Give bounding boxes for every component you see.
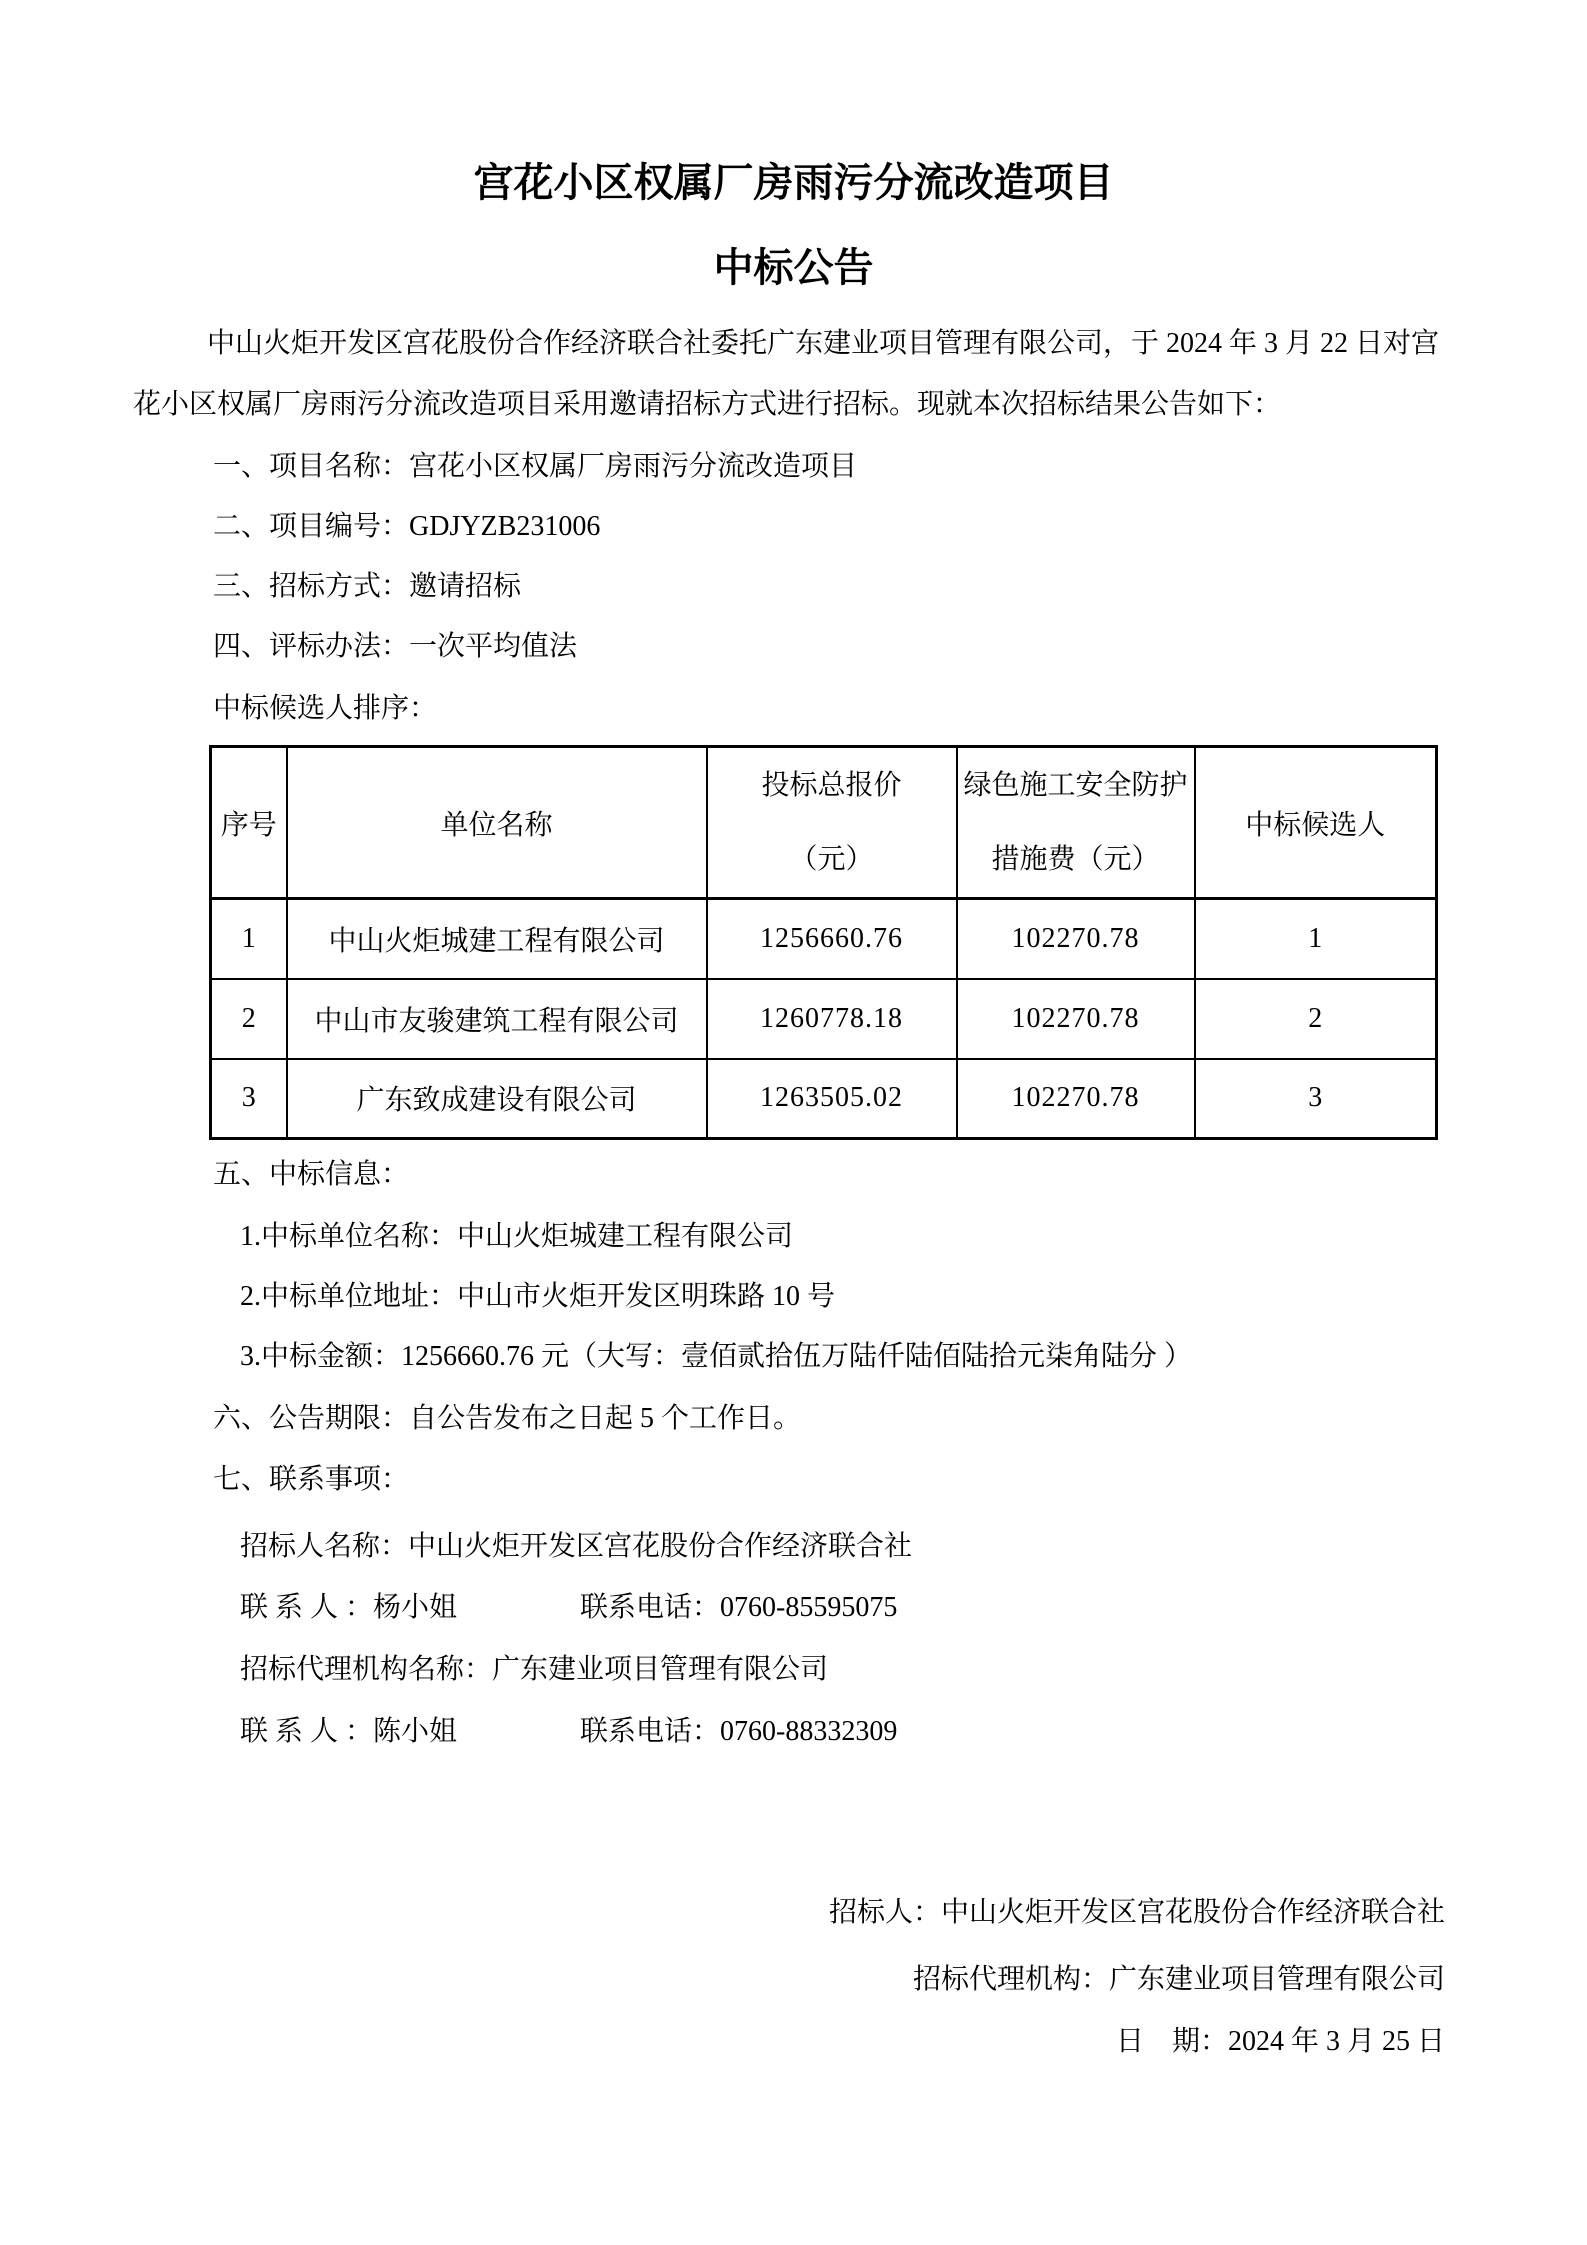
notice-period: 六、公告期限：自公告发布之日起 5 个工作日。 — [213, 1403, 802, 1434]
intro-paragraph-line2: 花小区权属厂房雨污分流改造项目采用邀请招标方式进行招标。现就本次招标结果公告如下： — [133, 389, 1282, 420]
table-header-row — [211, 747, 1437, 899]
contact-section-heading: 七、联系事项： — [213, 1464, 410, 1495]
cell-bid-total: 1263505.02 — [707, 1059, 957, 1139]
cell-rank: 3 — [1195, 1059, 1437, 1139]
contact-person-1: 联 系 人 ：杨小姐 — [240, 1592, 458, 1623]
header-safety-fee-line1: 绿色施工安全防护 — [963, 769, 1188, 801]
contact-person-2: 联 系 人 ：陈小姐 — [240, 1716, 458, 1747]
cell-bid-total: 1256660.76 — [707, 899, 957, 979]
header-safety-fee — [957, 747, 1195, 899]
header-bid-total-line1: 投标总报价 — [761, 769, 902, 801]
cell-bid-total: 1260778.18 — [707, 979, 957, 1059]
contact-phone-1: 联系电话：0760-85595075 — [580, 1592, 898, 1623]
award-winner-amount: 3.中标金额：1256660.76 元（大写：壹佰贰拾伍万陆仟陆佰陆拾元柒角陆分 ） — [240, 1341, 1193, 1372]
list-item-tender-method: 三、招标方式：邀请招标 — [213, 571, 522, 602]
table-row — [211, 979, 1437, 1059]
contact-line-2 — [240, 1716, 898, 1748]
header-rank-label: 中标候选人 — [1245, 809, 1386, 841]
award-info-heading: 五、中标信息： — [213, 1159, 410, 1190]
list-item-project-name: 一、项目名称：宫花小区权属厂房雨污分流改造项目 — [213, 451, 858, 482]
header-safety-fee-line2: 措施费（元） — [991, 843, 1160, 875]
ranking-label: 中标候选人排序： — [213, 693, 438, 724]
header-rank — [1195, 747, 1437, 899]
contact-line-1 — [240, 1592, 898, 1624]
cell-company: 中山火炬城建工程有限公司 — [287, 899, 707, 979]
bid-candidates-table — [209, 745, 1438, 1140]
header-seq-label: 序号 — [220, 809, 277, 841]
header-bid-total-line2: （元） — [789, 843, 874, 875]
award-winner-name: 1.中标单位名称：中山火炬城建工程有限公司 — [240, 1221, 794, 1252]
cell-rank: 2 — [1195, 979, 1437, 1059]
cell-company: 中山市友骏建筑工程有限公司 — [287, 979, 707, 1059]
cell-seq: 1 — [211, 899, 287, 979]
contact-phone-2: 联系电话：0760-88332309 — [580, 1716, 898, 1747]
document-subtitle: 中标公告 — [713, 245, 874, 290]
tenderer-name-line: 招标人名称：中山火炬开发区宫花股份合作经济联合社 — [240, 1531, 913, 1562]
signature-agency: 招标代理机构：广东建业项目管理有限公司 — [912, 1964, 1445, 1995]
award-winner-address: 2.中标单位地址：中山市火炬开发区明珠路 10 号 — [240, 1281, 836, 1312]
table-row — [211, 1059, 1437, 1139]
intro-paragraph-line1: 中山火炬开发区宫花股份合作经济联合社委托广东建业项目管理有限公司，于 2024 年 3 月 22 日对宫 — [207, 328, 1440, 359]
cell-company: 广东致成建设有限公司 — [287, 1059, 707, 1139]
header-company — [287, 747, 707, 899]
header-seq — [211, 747, 287, 899]
header-bid-total — [707, 747, 957, 899]
cell-safety-fee: 102270.78 — [957, 1059, 1195, 1139]
cell-safety-fee: 102270.78 — [957, 979, 1195, 1059]
table-row — [211, 899, 1437, 979]
cell-seq: 2 — [211, 979, 287, 1059]
header-company-label: 单位名称 — [440, 809, 553, 841]
signature-tenderer: 招标人：中山火炬开发区宫花股份合作经济联合社 — [828, 1897, 1445, 1928]
cell-seq: 3 — [211, 1059, 287, 1139]
signature-date: 日 期：2024 年 3 月 25 日 — [1115, 2026, 1445, 2057]
cell-rank: 1 — [1195, 899, 1437, 979]
list-item-evaluation-method: 四、评标办法：一次平均值法 — [213, 631, 578, 662]
document-title: 宫花小区权属厂房雨污分流改造项目 — [473, 160, 1114, 205]
list-item-project-number: 二、项目编号：GDJYZB231006 — [213, 511, 601, 542]
agency-name-line: 招标代理机构名称：广东建业项目管理有限公司 — [240, 1654, 829, 1685]
cell-safety-fee: 102270.78 — [957, 899, 1195, 979]
